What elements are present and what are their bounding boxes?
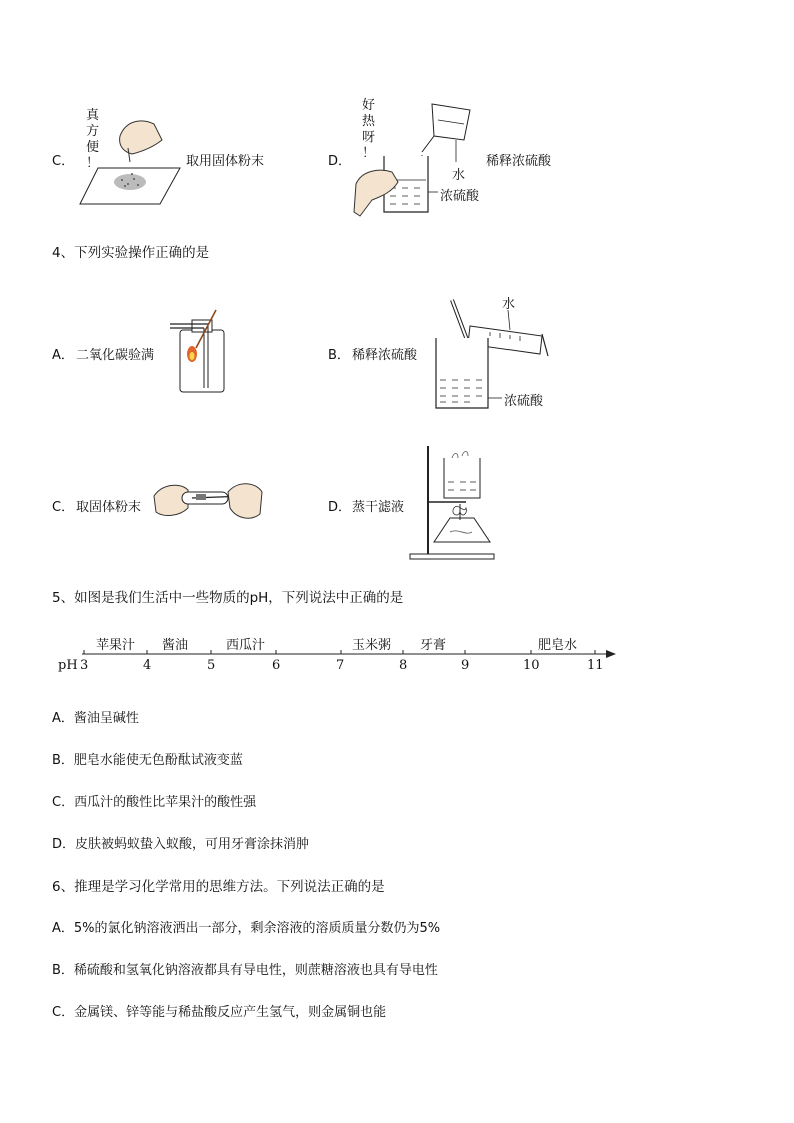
ph-tick-label: 8 [399, 658, 408, 673]
acid-label-b: 浓硫酸 [504, 394, 544, 409]
ph-tick-label: 7 [336, 658, 345, 673]
q4-d-text: 蒸干滤液 [352, 500, 405, 515]
ph-tick-label: 10 [523, 658, 540, 673]
bubble-char: ！ [362, 146, 376, 161]
substance-label: 肥皂水 [538, 638, 578, 653]
q4-b-text: 稀释浓硫酸 [352, 348, 418, 363]
substance-label: 牙膏 [420, 638, 447, 653]
ph-tick-label: 3 [80, 658, 89, 673]
substance-label: 西瓜汁 [226, 638, 266, 653]
q4-stem: 4、下列实验操作正确的是 [52, 245, 210, 261]
q5-option-c: C．西瓜汁的酸性比苹果汁的酸性强 [52, 795, 257, 810]
water-label-d: 水 [452, 168, 466, 183]
substance-label: 苹果汁 [96, 638, 136, 653]
bubble-char: 方 [86, 124, 100, 139]
q6-stem: 6、推理是学习化学常用的思维方法。下列说法正确的是 [52, 879, 385, 895]
q5-option-b: B．肥皂水能使无色酚酞试液变蓝 [52, 753, 243, 768]
bubble-char: 好 [362, 98, 376, 113]
q4-c-text: 取固体粉末 [76, 500, 142, 515]
bubble-char: 呀 [362, 130, 376, 145]
bubble-char: ！ [86, 156, 100, 171]
option-c-caption: 取用固体粉末 [186, 154, 265, 169]
bubble-char: 便 [86, 140, 100, 155]
option-d-label: D． [328, 154, 352, 169]
acid-label-d: 浓硫酸 [440, 189, 480, 204]
q4-b-label: B． [328, 348, 350, 363]
q4-d-label: D． [328, 500, 352, 515]
substance-label: 玉米粥 [352, 638, 392, 653]
q5-option-a: A．酱油呈碱性 [52, 711, 139, 726]
bubble-char: 热 [362, 114, 376, 129]
q6-option-b: B．稀硫酸和氢氧化钠溶液都具有导电性，则蔗糖溶液也具有导电性 [52, 963, 438, 978]
ph-tick-label: 6 [272, 658, 281, 673]
ph-tick-label: 4 [143, 658, 152, 673]
bubble-char: 真 [86, 108, 100, 123]
ph-axis-label: pH [58, 658, 78, 673]
substance-label: 酱油 [162, 638, 189, 653]
ph-tick-label: 11 [587, 658, 604, 673]
option-c-label: C． [52, 154, 75, 169]
ph-tick-label: 5 [207, 658, 216, 673]
q5-stem: 5、如图是我们生活中一些物质的pH，下列说法中正确的是 [52, 590, 404, 606]
q6-option-c: C．金属镁、锌等能与稀盐酸反应产生氢气，则金属铜也能 [52, 1005, 387, 1020]
option-d-caption: 稀释浓硫酸 [486, 154, 552, 169]
q6-option-a: A．5%的氯化钠溶液洒出一部分，剩余溶液的溶质质量分数仍为5% [52, 921, 441, 936]
ph-tick-label: 9 [461, 658, 470, 673]
q4-a-text: 二氧化碳验满 [76, 348, 155, 363]
water-label-b: 水 [502, 297, 516, 312]
q4-a-label: A． [52, 348, 74, 363]
q4-c-label: C． [52, 500, 75, 515]
q5-option-d: D．皮肤被蚂蚁蛰入蚁酸，可用牙膏涂抹消肿 [52, 837, 310, 852]
